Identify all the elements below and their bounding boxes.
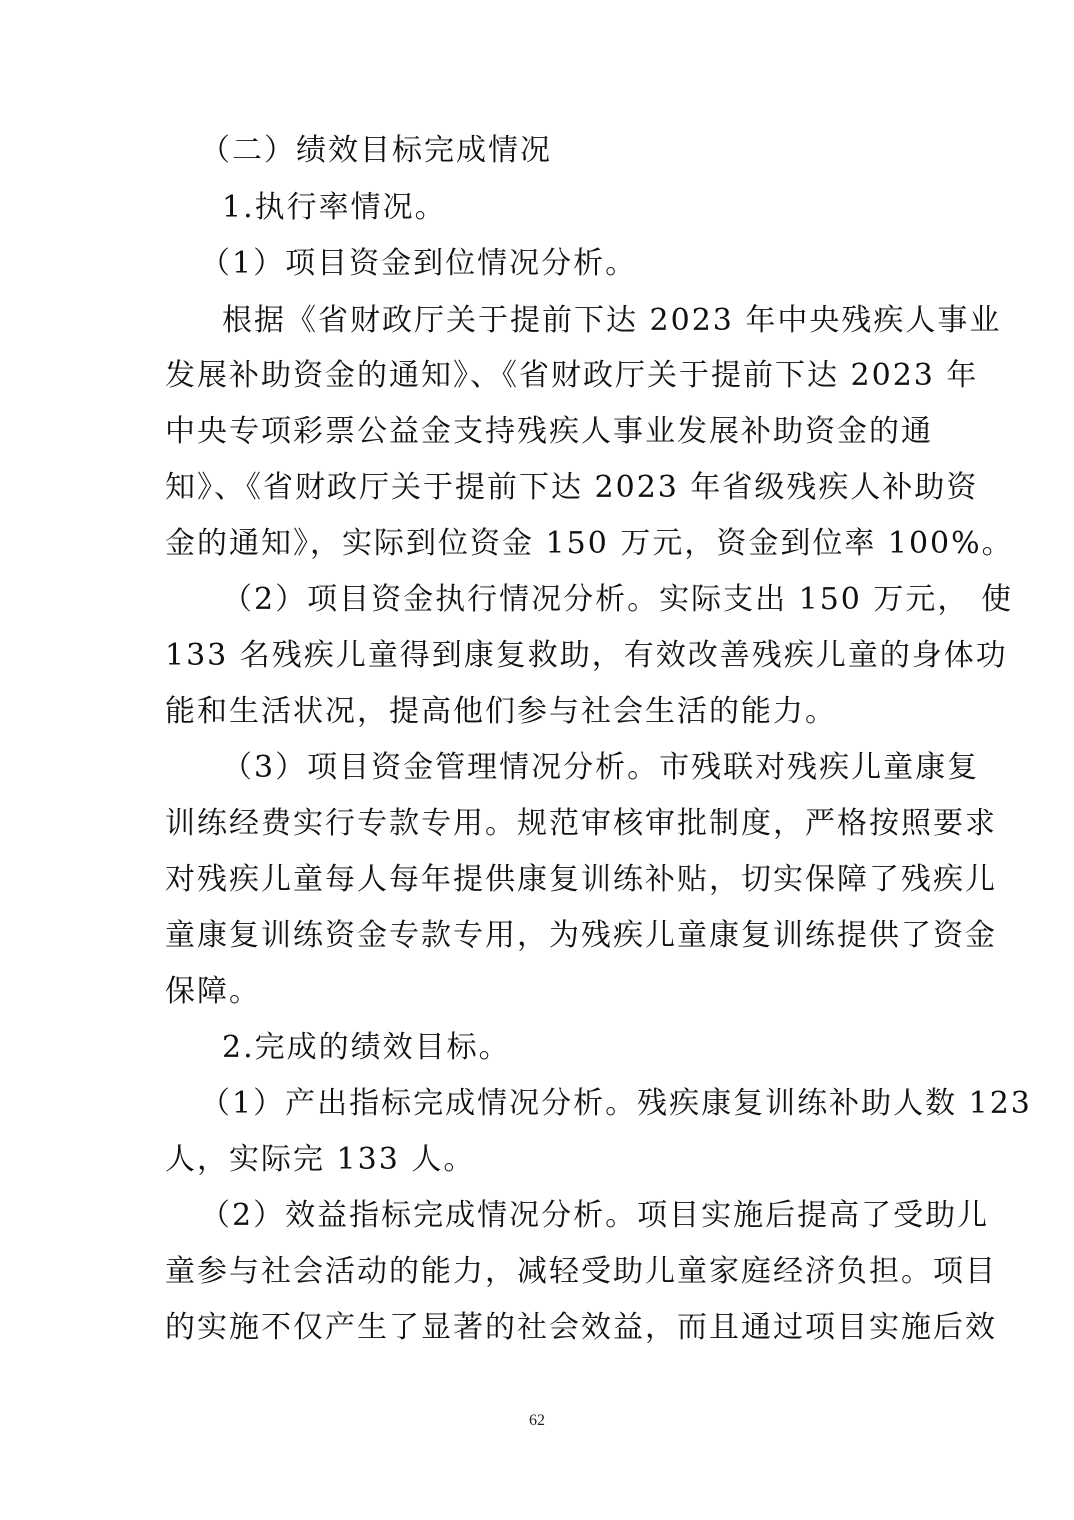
paragraph-line: 对残疾儿童每人每年提供康复训练补贴，切实保障了残疾儿 [165,862,997,897]
paragraph-line: 人，实际完 133 人。 [165,1142,476,1177]
paragraph-line: 知》、《省财政厅关于提前下达 2023 年省级残疾人补助资 [165,470,979,505]
page-number: 62 [529,1412,545,1429]
item-heading: （1）项目资金到位情况分析。 [200,246,638,281]
paragraph-line: （2）效益指标完成情况分析。项目实施后提高了受助儿 [200,1198,990,1233]
paragraph-line: 金的通知》，实际到位资金 150 万元，资金到位率 100%。 [165,526,1014,561]
paragraph-line: 能和生活状况，提高他们参与社会生活的能力。 [165,694,837,729]
paragraph-line: 发展补助资金的通知》、《省财政厅关于提前下达 2023 年 [165,358,979,393]
subsection-heading: 1.执行率情况。 [222,190,447,225]
paragraph-line: 训练经费实行专款专用。规范审核审批制度，严格按照要求 [165,806,997,841]
paragraph-line: （3）项目资金管理情况分析。市残联对残疾儿童康复 [222,750,980,785]
subsection-heading: 2.完成的绩效目标。 [222,1030,511,1065]
paragraph-line: 的实施不仅产生了显著的社会效益，而且通过项目实施后效 [165,1310,997,1345]
paragraph-line: 童康复训练资金专款专用，为残疾儿童康复训练提供了资金 [165,918,997,953]
paragraph-line: 中央专项彩票公益金支持残疾人事业发展补助资金的通 [165,414,933,449]
paragraph-line: 童参与社会活动的能力，减轻受助儿童家庭经济负担。项目 [165,1254,997,1289]
section-heading: （二）绩效目标完成情况 [200,133,552,168]
paragraph-line: 133 名残疾儿童得到康复救助，有效改善残疾儿童的身体功 [165,638,1008,673]
paragraph-line: （2）项目资金执行情况分析。实际支出 150 万元， 使 [222,582,1013,617]
paragraph-line: （1）产出指标完成情况分析。残疾康复训练补助人数 123 [200,1086,1032,1121]
paragraph-line: 保障。 [165,974,261,1009]
paragraph-line: 根据《省财政厅关于提前下达 2023 年中央残疾人事业 [222,303,1002,338]
